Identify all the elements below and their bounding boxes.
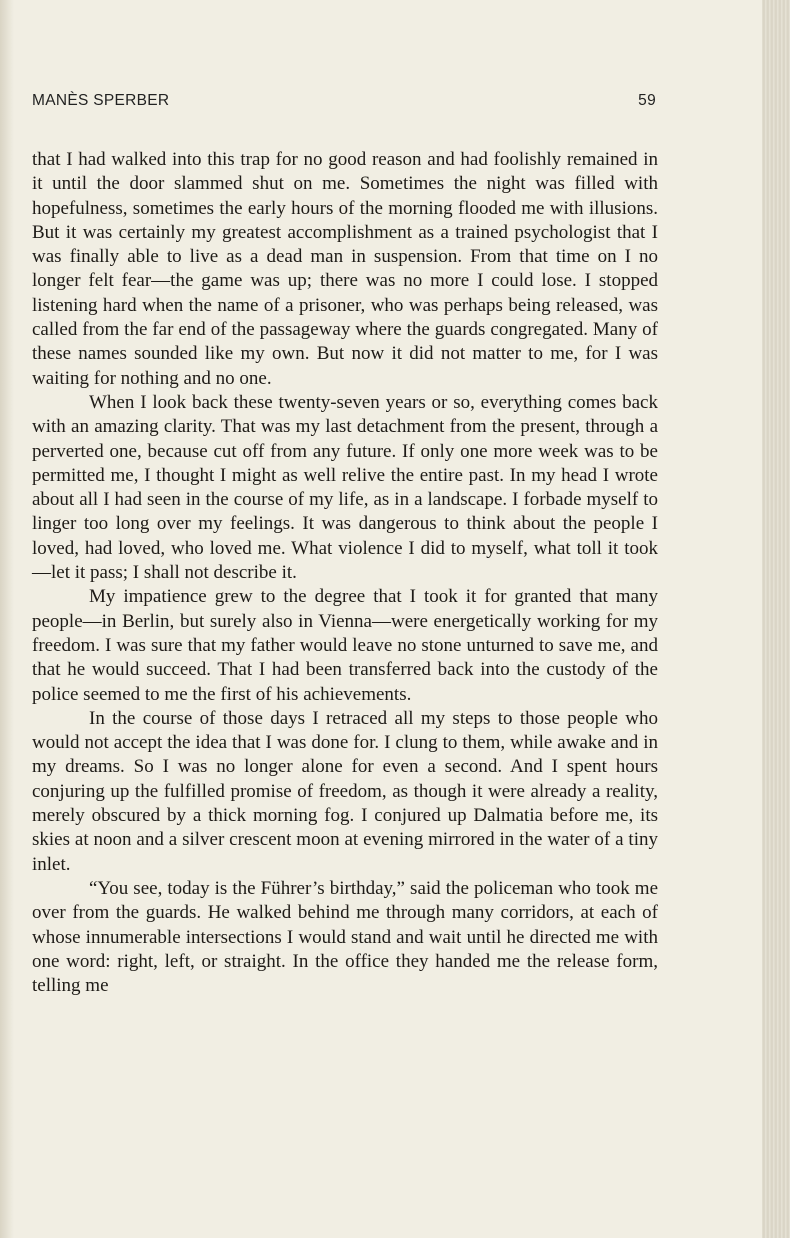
page-number: 59	[638, 92, 656, 109]
paragraph: My impatience grew to the degree that I took it for granted that many people—in Berlin, but surely also in Vienna—were energetically working for my freedom. I was sure that my father would leave no stone unturned to save me, and that he would succeed. That I had been transferred back into the custody of the police seemed to me the first of his achievements.	[32, 586, 658, 705]
paragraph: In the course of those days I retraced all my steps to those people who would not accept the idea that I was done for. I clung to them, while awake and in my dreams. So I was no longer alone for even a second. And I spent hours conjuring up the fulfilled promise of freedom, as though it were already a reality, merely obscured by a thick morning fog. I conjured up Dalmatia before me, its skies at noon and a silver crescent moon at evening mirrored in the water of a tiny inlet.	[32, 707, 658, 875]
page-gutter-shadow	[0, 0, 14, 1238]
running-head	[32, 92, 656, 110]
body-text	[32, 148, 658, 998]
paragraph: “You see, today is the Führer’s birthday,” said the policeman who took me over from the guards. He walked behind me through many corridors, at each of whose innumerable intersections I would stand and wait until he directed me with one word: right, left, or straight. In the office they handed me the release form, telling me	[32, 877, 658, 997]
paragraph: When I look back these twenty-seven years or so, everything comes back with an amazing clarity. That was my last detachment from the present, through a perverted one, because cut off from any future. If only one more week was to be permitted me, I thought I might as well relive the entire past. In my head I wrote about all I had seen in the course of my life, as in a landscape. I forbade myself to linger too long over my feelings. It was dangerous to think about the people I loved, had loved, who loved me. What violence I did to myself, what toll it took—let it pass; I shall not describe it.	[32, 391, 658, 584]
paragraph: that I had walked into this trap for no good reason and had foolishly remained in it until the door slammed shut on me. Sometimes the night was filled with hopefulness, sometimes the early hours of the morning flooded me with illusions. But it was certainly my greatest accomplishment as a trained psychologist that I was finally able to live as a dead man in suspension. From that time on I no longer felt fear—the game was up; there was no more I could lose. I stopped listening hard when the name of a prisoner, who was perhaps being released, was called from the far end of the passageway where the guards congregated. Many of these names sounded like my own. But now it did not matter to me, for I was waiting for nothing and no one.	[32, 149, 658, 389]
author-name: MANÈS SPERBER	[32, 92, 170, 109]
page-edge	[762, 0, 790, 1238]
